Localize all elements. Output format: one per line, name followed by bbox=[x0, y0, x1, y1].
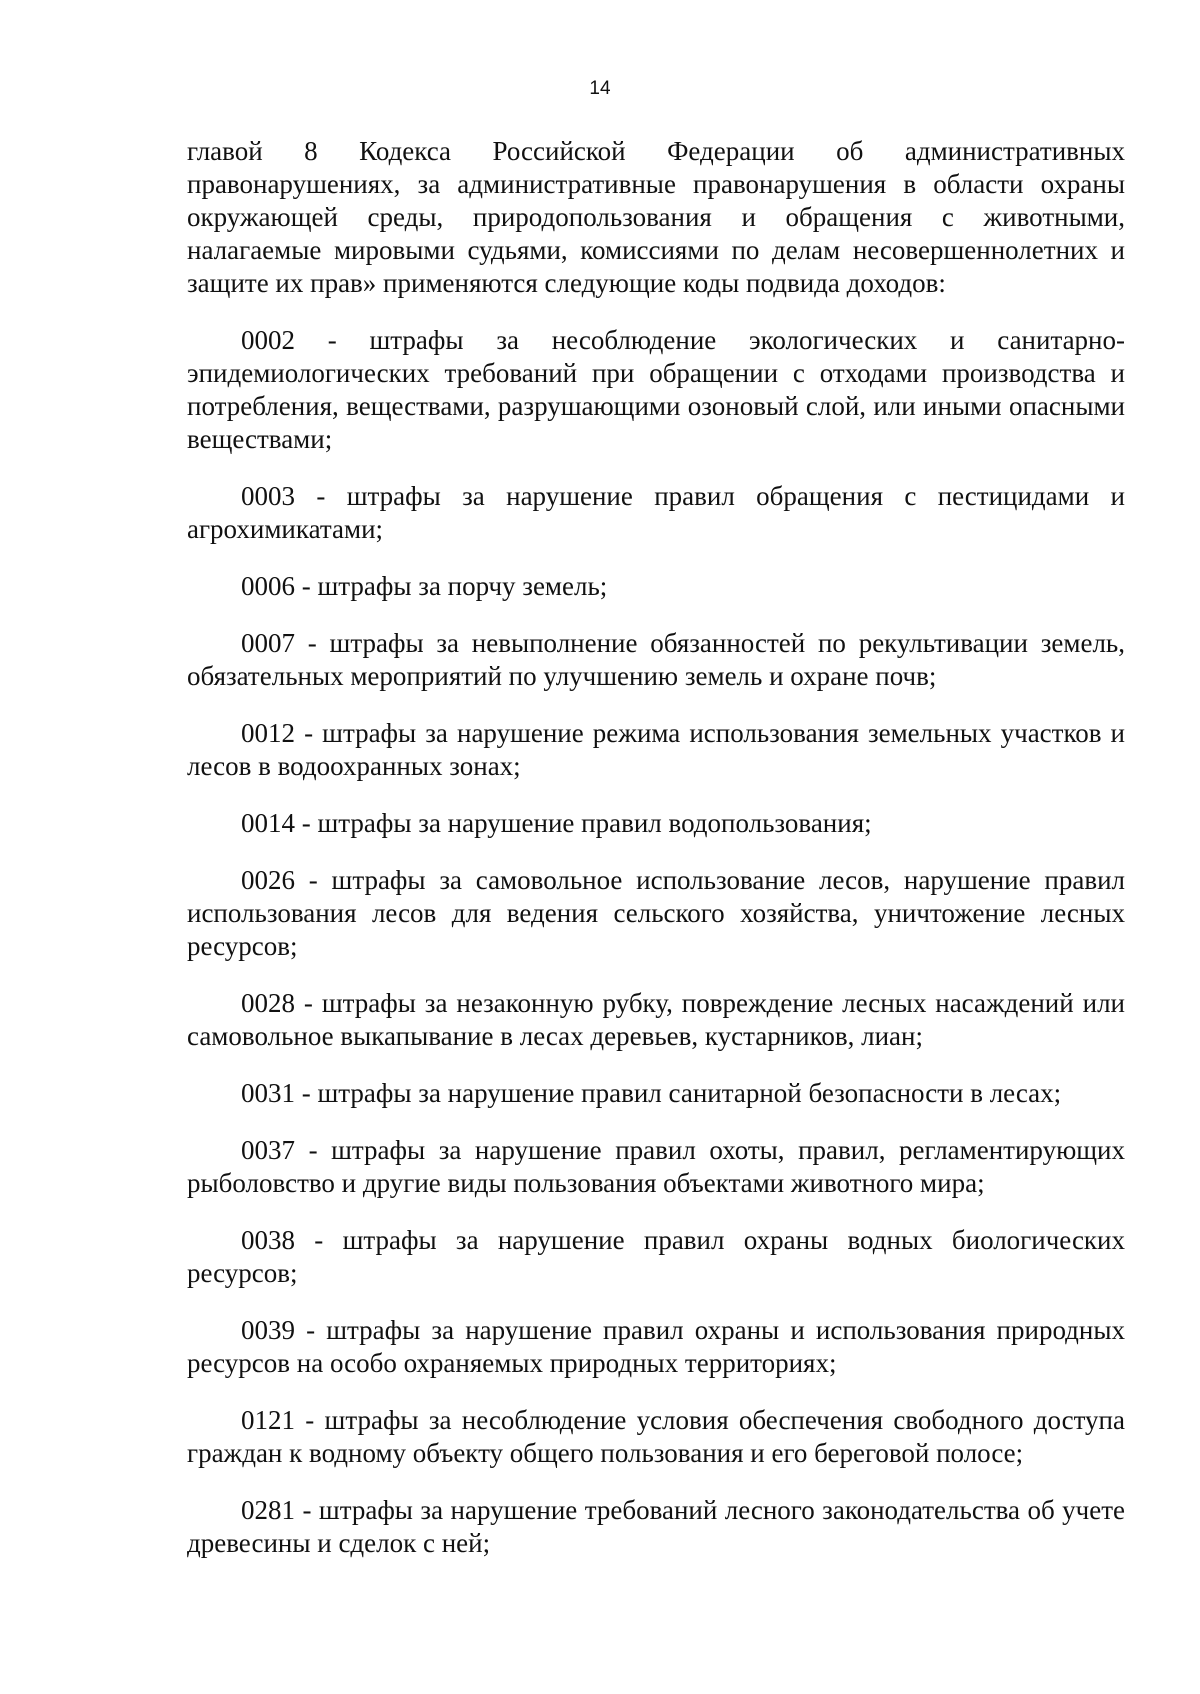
code-item-0026: 0026 - штрафы за самовольное использование лесов, нарушение правил использования лесов для ведения сельского хозяйства, уничтожение лесных ресурсов; bbox=[187, 865, 1125, 961]
document-body bbox=[187, 135, 1125, 1584]
code-item-0014: 0014 - штрафы за нарушение правил водопользования; bbox=[241, 808, 872, 838]
code-item-0006: 0006 - штрафы за порчу земель; bbox=[241, 571, 608, 601]
code-item-0012: 0012 - штрафы за нарушение режима использования земельных участков и лесов в водоохранных зонах; bbox=[187, 718, 1125, 781]
code-item-0039: 0039 - штрафы за нарушение правил охраны и использования природных ресурсов на особо охраняемых природных территориях; bbox=[187, 1315, 1125, 1378]
code-item-0003: 0003 - штрафы за нарушение правил обращения с пестицидами и агрохимикатами; bbox=[187, 481, 1125, 544]
code-item-0007: 0007 - штрафы за невыполнение обязанностей по рекультивации земель, обязательных мероприятий по улучшению земель и охране почв; bbox=[187, 628, 1125, 691]
code-item-0031: 0031 - штрафы за нарушение правил санитарной безопасности в лесах; bbox=[241, 1078, 1062, 1108]
intro-paragraph: главой 8 Кодекса Российской Федерации об административных правонарушениях, за административные правонарушения в области охраны окружающей среды, природопользования и обращения с животными, налагаемые мировыми судьями, комиссиями по делам несовершеннолетних и защите их прав» применяются следующие коды подвида доходов: bbox=[187, 136, 1125, 298]
code-item-0038: 0038 - штрафы за нарушение правил охраны водных биологических ресурсов; bbox=[187, 1225, 1125, 1288]
code-item-0121: 0121 - штрафы за несоблюдение условия обеспечения свободного доступа граждан к водному объекту общего пользования и его береговой полосе; bbox=[187, 1405, 1125, 1468]
code-item-0002: 0002 - штрафы за несоблюдение экологических и санитарно-эпидемиологических требований при обращении с отходами производства и потребления, веществами, разрушающими озоновый слой, или иными опасными веществами; bbox=[187, 325, 1125, 454]
code-item-0037: 0037 - штрафы за нарушение правил охоты, правил, регламентирующих рыболовство и другие виды пользования объектами животного мира; bbox=[187, 1135, 1125, 1198]
page-number: 14 bbox=[589, 78, 611, 99]
code-item-0028: 0028 - штрафы за незаконную рубку, повреждение лесных насаждений или самовольное выкапывание в лесах деревьев, кустарников, лиан; bbox=[187, 988, 1125, 1051]
code-item-0281: 0281 - штрафы за нарушение требований лесного законодательства об учете древесины и сделок с ней; bbox=[187, 1495, 1125, 1558]
